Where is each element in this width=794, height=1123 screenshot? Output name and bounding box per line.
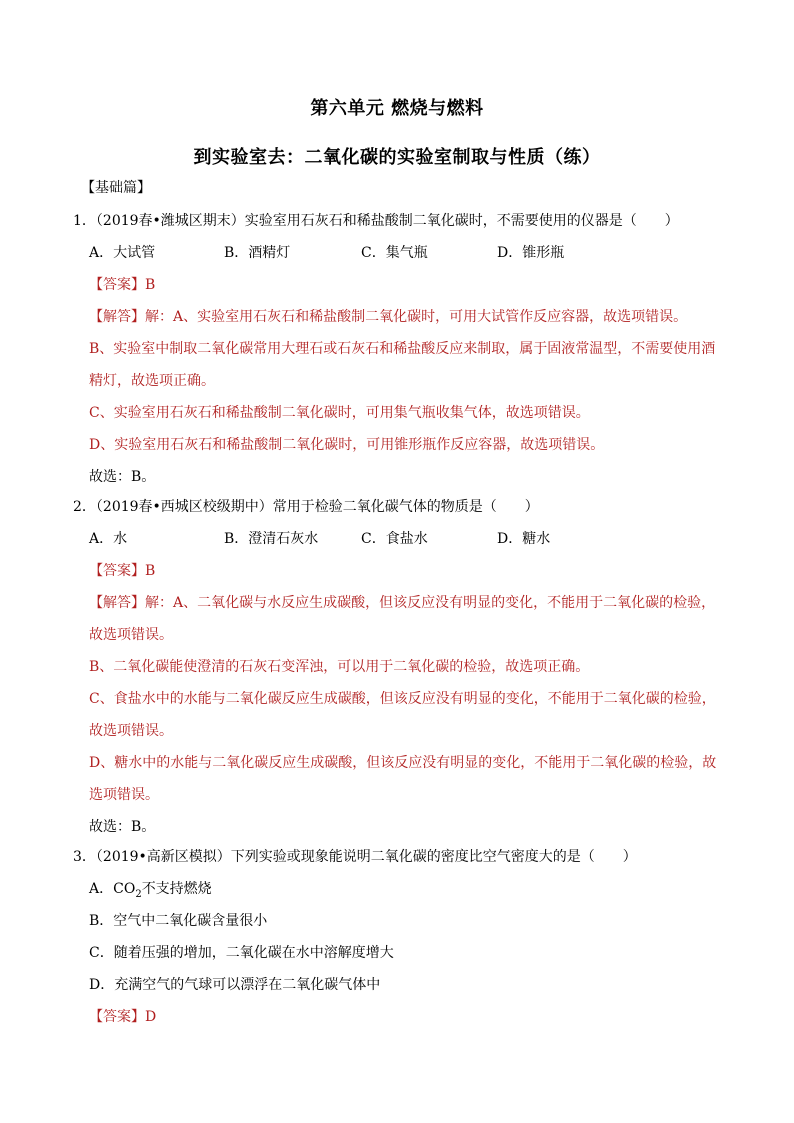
question-2-explanation-line: 【解答】解：A、二氧化碳与水反应生成碳酸，但该反应没有明显的变化，不能用于二氧化碳的检验，	[89, 595, 716, 611]
question-2-conclusion: 故选：B。	[89, 819, 156, 835]
question-2-explanation-line: C、食盐水中的水能与二氧化碳反应生成碳酸，但该反应没有明显的变化，不能用于二氧化碳的检验，	[89, 691, 716, 707]
question-2-option-c: C．食盐水	[361, 531, 428, 547]
question-3-option-d: D．充满空气的气球可以漂浮在二氧化碳气体中	[89, 977, 381, 993]
question-2-explanation-line: 故选项错误。	[89, 627, 173, 643]
question-3-option-a-subscript: 2	[135, 888, 142, 900]
question-2-explanation-line: B、二氧化碳能使澄清的石灰石变浑浊，可以用于二氧化碳的检验，故选项正确。	[89, 659, 590, 675]
question-2-option-b: B．澄清石灰水	[224, 531, 319, 547]
question-2-stem: 2．（2019春•西城区校级期中）常用于检验二氧化碳气体的物质是（ ）	[73, 499, 539, 515]
question-3-option-a-prefix: A．CO	[89, 881, 136, 897]
question-1-explanation-line: 精灯，故选项正确。	[89, 373, 215, 389]
question-1-conclusion: 故选：B。	[89, 469, 156, 485]
unit-title: 第六单元 燃烧与燃料	[310, 98, 484, 119]
question-1-explanation-line: C、实验室用石灰石和稀盐酸制二氧化碳时，可用集气瓶收集气体，故选项错误。	[89, 405, 590, 421]
question-1-stem: 1．（2019春•潍城区期末）实验室用石灰石和稀盐酸制二氧化碳时，不需要使用的仪器是（ ）	[73, 213, 679, 229]
question-2-explanation-line: D、糖水中的水能与二氧化碳反应生成碳酸，但该反应没有明显的变化，不能用于二氧化碳的检验，故	[89, 755, 717, 771]
question-1-option-c: C．集气瓶	[361, 245, 428, 261]
question-3-answer: 【答案】D	[89, 1009, 157, 1025]
question-3-option-c: C．随着压强的增加，二氧化碳在水中溶解度增大	[89, 945, 394, 961]
question-3-option-a	[89, 879, 212, 905]
question-1-option-a: A．大试管	[89, 245, 156, 261]
question-2-option-a: A．水	[89, 531, 128, 547]
question-1-explanation-line: D、实验室用石灰石和稀盐酸制二氧化碳时，可用锥形瓶作反应容器，故选项错误。	[89, 437, 605, 453]
question-2-answer: 【答案】B	[89, 563, 156, 579]
question-1-answer: 【答案】B	[89, 277, 156, 293]
question-1-option-d: D．锥形瓶	[497, 245, 565, 261]
question-1-option-b: B．酒精灯	[224, 245, 291, 261]
section-label: 【基础篇】	[81, 180, 151, 196]
lesson-subtitle: 到实验室去：二氧化碳的实验室制取与性质（练）	[193, 147, 601, 168]
question-3-option-a-suffix: 不支持燃烧	[141, 881, 212, 897]
question-2-explanation-line: 选项错误。	[89, 787, 159, 803]
question-3-option-b: B．空气中二氧化碳含量很小	[89, 913, 268, 929]
question-2-option-d: D．糖水	[497, 531, 551, 547]
question-2-explanation-line: 故选项错误。	[89, 723, 173, 739]
question-3-stem: 3．（2019•高新区模拟）下列实验或现象能说明二氧化碳的密度比空气密度大的是（ ）	[73, 849, 637, 865]
question-1-explanation-line: B、实验室中制取二氧化碳常用大理石或石灰石和稀盐酸反应来制取，属于固液常温型，不需要使用酒	[89, 341, 716, 357]
question-1-explanation-line: 【解答】解：A、实验室用石灰石和稀盐酸制二氧化碳时，可用大试管作反应容器，故选项错误。	[89, 309, 688, 325]
